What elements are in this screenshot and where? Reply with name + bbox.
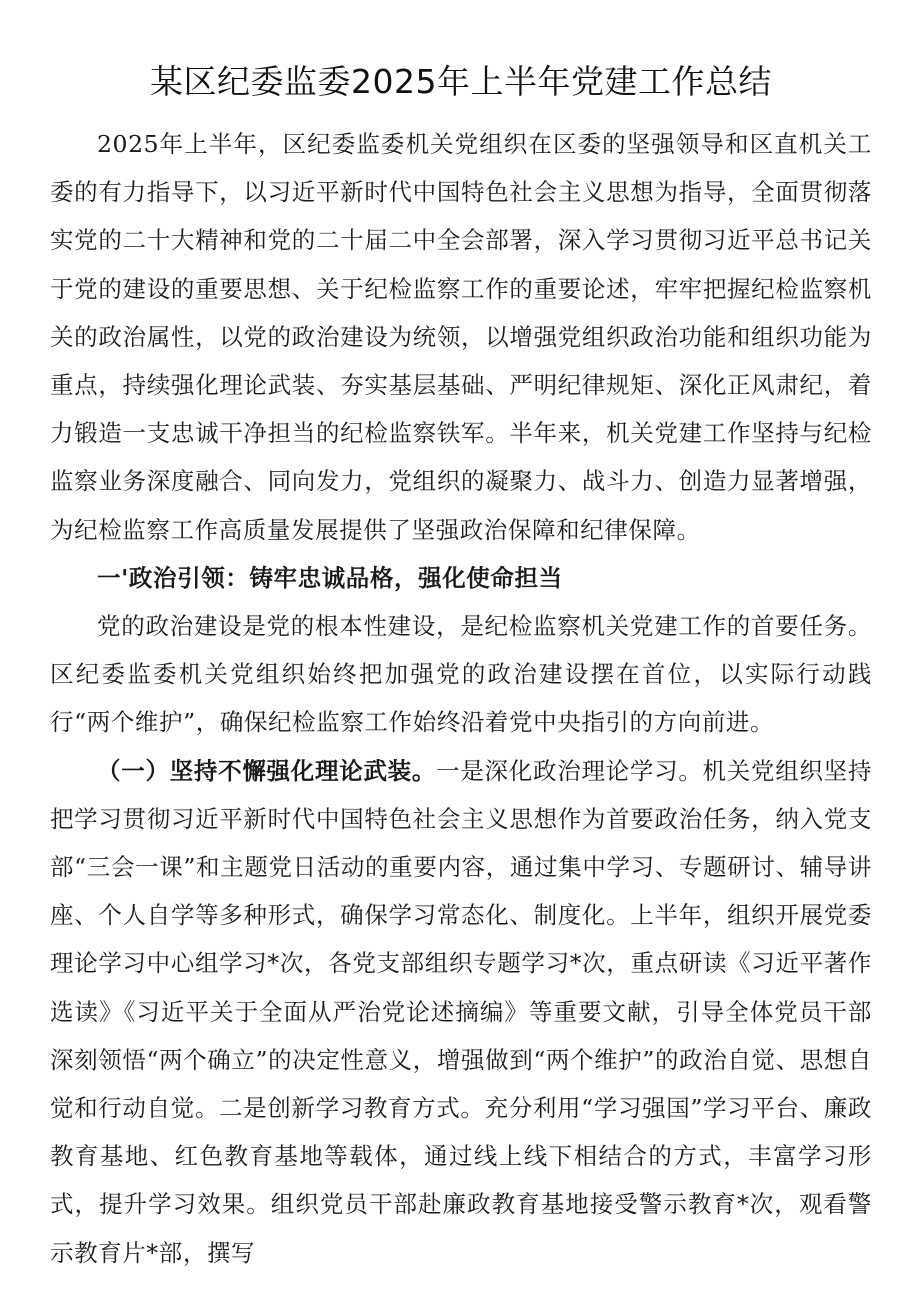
- section-heading: 一'政治引领：铸牢忠诚品格，强化使命担当: [97, 563, 563, 592]
- subsection-text: 一是深化政治理论学习。机关党组织坚持把学习贯彻习近平新时代中国特色社会主义思想作为首要政治任务，纳入党支部“三会一课”和主题党日活动的重要内容，通过集中学习、专题研讨、辅导讲座、个人自学等多种形式，确保学习常态化、制度化。上半年，组织开展党委理论学习中心组学习*次，各党支部组织专题学习*次，重点研读《习近平著作选读》《习近平关于全面从严治党论述摘编》等重要文献，引导全体党员干部深刻领悟“两个确立”的决定性意义，增强做到“两个维护”的政治自觉、思想自觉和行动自觉。二是创新学习教育方式。充分利用“学习强国”学习平台、廉政教育基地、红色教育基地等载体，通过线上线下相结合的方式，丰富学习形式，提升学习效果。组织党员干部赴廉政教育基地接受警示教育*次，观看警示教育片*部，撰写: [50, 756, 872, 1267]
- subsection-paragraph: [50, 747, 872, 1277]
- section-paragraph: 党的政治建设是党的根本性建设，是纪检监察机关党建工作的首要任务。区纪委监委机关党组织始终把加强党的政治建设摆在首位，以实际行动践行“两个维护”，确保纪检监察工作始终沿着党中央指引的方向前进。: [50, 612, 872, 737]
- subsection-heading: （一）坚持不懈强化理论武装。: [97, 756, 437, 785]
- document-title: 某区纪委监委2025年上半年党建工作总结: [150, 62, 772, 101]
- intro-paragraph: 2025年上半年，区纪委监委机关党组织在区委的坚强领导和区直机关工委的有力指导下，以习近平新时代中国特色社会主义思想为指导，全面贯彻落实党的二十大精神和党的二十届二中全会部署，深入学习贯彻习近平总书记关于党的建设的重要思想、关于纪检监察工作的重要论述，牢牢把握纪检监察机关的政治属性，以党的政治建设为统领，以增强党组织政治功能和组织功能为重点，持续强化理论武装、夯实基层基础、严明纪律规矩、深化正风肃纪，着力锻造一支忠诚干净担当的纪检监察铁军。半年来，机关党建工作坚持与纪检监察业务深度融合、同向发力，党组织的凝聚力、战斗力、创造力显著增强，为纪检监察工作高质量发展提供了坚强政治保障和纪律保障。: [50, 130, 872, 544]
